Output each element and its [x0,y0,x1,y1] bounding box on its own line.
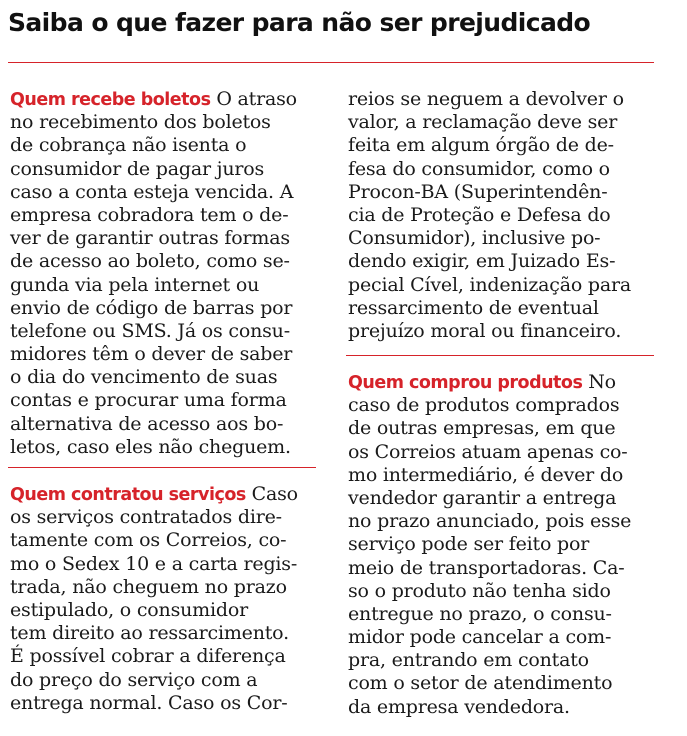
text-line: pra, entrando em contato [348,649,589,672]
text-line: alternativa de acesso aos bo- [10,412,284,435]
text-line: no recebimento dos boletos [10,111,271,134]
page-title: Saiba o que fazer para não ser prejudicado [8,8,591,37]
text-line: mo intermediário, é dever do [348,463,624,486]
left-column [10,88,315,459]
text-line: ver de garantir outras formas [10,227,290,250]
text-line: entregue no prazo, o consu- [348,602,612,625]
section-heading-boletos: Quem recebe boletos [10,90,211,110]
section-servicos: Quem contratou serviços Caso os serviços contratados dire- tamente com os Correios, co- mo o Sedex 10 e a carta regis- trada, não cheguem no prazo estipulado, o consumidor tem direito ao ressarcimento. É possível cobrar a diferença do preço do serviço com a entrega normal. Caso os Cor- [10,483,315,715]
text-line: Procon-BA (Superintendên- [348,180,608,203]
title-divider [8,62,654,63]
text-line: prejuízo moral ou financeiro. [348,319,622,342]
text-line: midor pode cancelar a com- [348,626,612,649]
text-line: de cobrança não isenta o [10,134,247,157]
right-column-lower [348,371,658,719]
text-line: consumidor de pagar juros [10,157,265,180]
right-column [348,88,658,343]
text-line: trada, não cheguem no prazo [10,575,287,598]
text-line: envio de código de barras por [10,296,293,319]
text-line: valor, a reclamação deve ser [348,111,618,134]
text-line: cia de Proteção e Defesa do [348,203,611,226]
text-line: mo o Sedex 10 e a carta regis- [10,552,298,575]
section-heading-produtos: Quem comprou produtos [348,373,583,393]
text-line: reios se neguem a devolver o [348,88,624,110]
text-line: no prazo anunciado, pois esse [348,510,632,533]
section-heading-servicos: Quem contratou serviços [10,485,246,505]
section-boletos: Quem recebe boletos O atraso no recebimento dos boletos de cobrança não isenta o consumidor de pagar juros caso a conta esteja vencida. A empresa cobradora tem o de- ver de garantir outras formas de acesso ao boleto, como se- gunda via pela internet ou envio de código de barras por telefone ou SMS. Já os consu- midores têm o dever de saber o dia do vencimento de suas contas e procurar uma forma alternativa de acesso aos bo- letos, caso eles não cheguem. [10,88,315,459]
text-line: da empresa vendedora. [348,695,570,718]
text-line: dendo exigir, em Juizado Es- [348,250,616,273]
section-produtos: Quem comprou produtos No caso de produtos comprados de outras empresas, em que os Correios atuam apenas co- mo intermediário, é dever do vendedor garantir a entrega no prazo anunciado, pois esse serviço pode ser feito por meio de transportadoras. Ca- so o produto não tenha sido entregue no prazo, o consu- midor pode cancelar a com- pra, entrando em contato com o setor de atendimento da empresa vendedora. [348,371,658,719]
text-line: caso a conta esteja vencida. A [10,180,294,203]
section-divider [8,467,316,468]
text-line: tem direito ao ressarcimento. [10,622,289,645]
text-line: com o setor de atendimento [348,672,613,695]
text-line: telefone ou SMS. Já os consu- [10,319,290,342]
section-servicos-continued [348,88,658,343]
text-line: vendedor garantir a entrega [348,486,617,509]
text-line: gunda via pela internet ou [10,273,260,296]
text-line: os serviços contratados dire- [10,506,282,529]
text-line: empresa cobradora tem o de- [10,203,289,226]
text-line: letos, caso eles não cheguem. [10,435,291,458]
text-line: tamente com os Correios, co- [10,529,287,552]
left-column-lower [10,483,315,715]
text-line: contas e procurar uma forma [10,389,287,412]
text-line: entrega normal. Caso os Cor- [10,691,288,714]
text-line: feita em algum órgão de de- [348,134,614,157]
text-line: o dia do vencimento de suas [10,366,278,389]
text-line: so o produto não tenha sido [348,579,611,602]
text-line: É possível cobrar a diferença [10,645,286,668]
section-divider [346,355,654,356]
text-line: de outras empresas, em que [348,417,616,440]
text-line: pecial Cível, indenização para [348,273,632,296]
text-line: serviço pode ser feito por [348,533,590,556]
text-line: ressarcimento de eventual [348,296,599,319]
text-line: fesa do consumidor, como o [348,157,610,180]
text-line: de acesso ao boleto, como se- [10,250,290,273]
text-line: meio de transportadoras. Ca- [348,556,625,579]
text-line: Consumidor), inclusive po- [348,227,601,250]
text-line: caso de produtos comprados [348,394,620,417]
text-line: midores têm o dever de saber [10,343,293,366]
text-line: estipulado, o consumidor [10,598,248,621]
text-line: do preço do serviço com a [10,668,258,691]
text-line: os Correios atuam apenas co- [348,440,628,463]
